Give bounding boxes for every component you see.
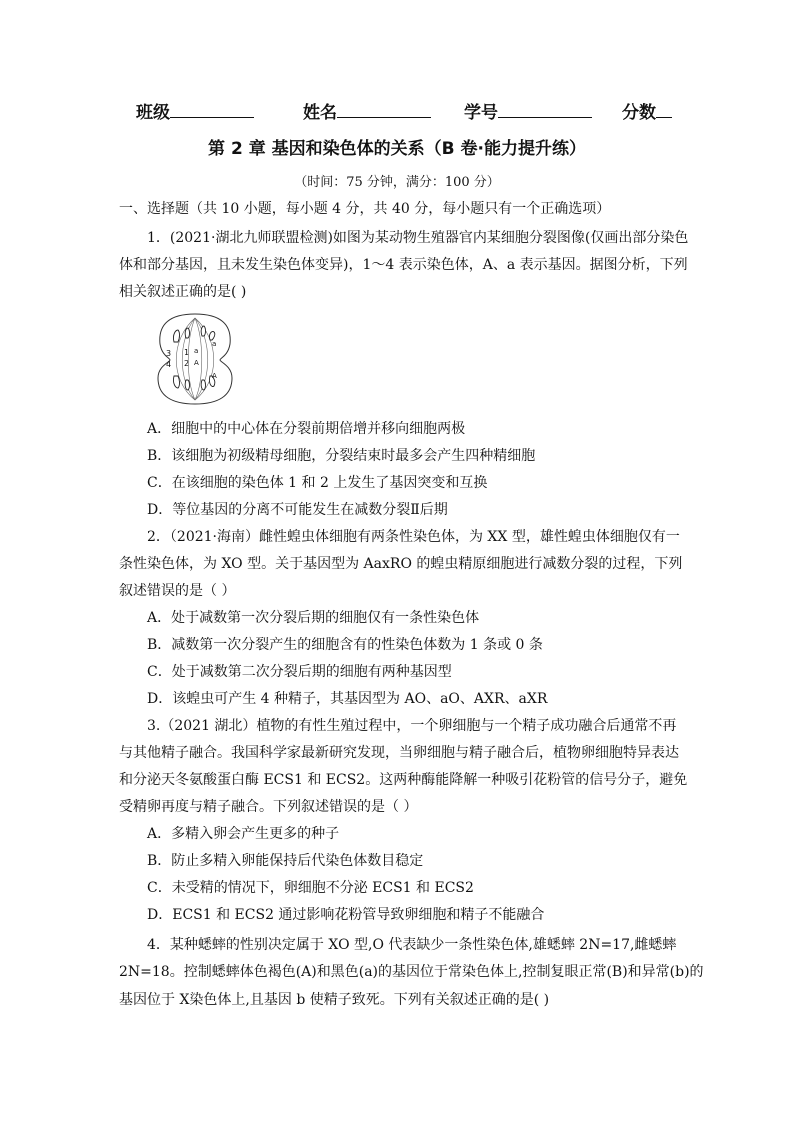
q3-line: 和分泌天冬氨酸蛋白酶 ECS1 和 ECS2。这两种酶能降解一种吸引花粉管的信号分子，避免 xyxy=(119,772,688,788)
cell-division-figure xyxy=(150,310,240,408)
q1-option-d: D．等位基因的分离不可能发生在减数分裂Ⅱ后期 xyxy=(147,502,448,518)
q3-line: 3.（2021 湖北）植物的有性生殖过程中，一个卵细胞与一个精子成功融合后通常不再 xyxy=(147,718,677,734)
q1-option-b: B．该细胞为初级精母细胞，分裂结束时最多会产生四种精细胞 xyxy=(147,448,536,464)
score-blank[interactable] xyxy=(656,99,672,118)
id-label: 学号 xyxy=(464,103,498,123)
q1-line: 相关叙述正确的是( ) xyxy=(119,284,247,300)
figure-label: 2 xyxy=(184,359,190,368)
q3-option-b: B．防止多精入卵能保持后代染色体数目稳定 xyxy=(147,853,424,869)
q2-option-a: A．处于减数第一次分裂后期的细胞仅有一条性染色体 xyxy=(147,610,480,626)
q3-line: 受精卵再度与精子融合。下列叙述错误的是（ ） xyxy=(119,799,418,815)
q2-line: 2．（2021·海南）雌性蝗虫体细胞有两条性染色体，为 XX 型，雄性蝗虫体细胞仅有一 xyxy=(147,529,680,545)
q4-line: 4．某种蟋蟀的性别决定属于 XO 型,O 代表缺少一条性染色体,雄蟋蟀 2N=17,雌蟋蟀 xyxy=(147,937,677,953)
figure-label: A xyxy=(194,359,199,367)
q2-option-c: C．处于减数第二次分裂后期的细胞有两种基因型 xyxy=(147,664,452,680)
q3-option-c: C．未受精的情况下，卵细胞不分泌 ECS1 和 ECS2 xyxy=(147,880,474,896)
figure-label: 1 xyxy=(184,348,190,357)
q1-line: 体和部分基因，且未发生染色体变异)，1～4 表示染色体，A、a 表示基因。据图分析，下列 xyxy=(119,257,688,273)
q3-option-a: A．多精入卵会产生更多的种子 xyxy=(147,826,340,842)
figure-label: A xyxy=(212,372,217,380)
score-field xyxy=(622,98,672,123)
name-field xyxy=(303,98,431,123)
page-title: 第 2 章 基因和染色体的关系（B 卷·能力提升练） xyxy=(208,139,586,159)
figure-label: a xyxy=(194,347,199,355)
class-field xyxy=(136,98,254,123)
name-blank[interactable] xyxy=(337,99,431,118)
name-label: 姓名 xyxy=(303,103,337,123)
q2-option-b: B．减数第一次分裂产生的细胞含有的性染色体数为 1 条或 0 条 xyxy=(147,637,543,653)
q4-line: 2N=18。控制蟋蟀体色褐色(A)和黑色(a)的基因位于常染色体上,控制复眼正常(B)和异常(b)的 xyxy=(119,964,704,980)
q4-line: 基因位于 X染色体上,且基因 b 使精子致死。下列有关叙述正确的是( ) xyxy=(119,992,550,1008)
page-subtitle: （时间：75 分钟，满分：100 分） xyxy=(294,175,500,190)
q3-option-d: D．ECS1 和 ECS2 通过影响花粉管导致卵细胞和精子不能融合 xyxy=(147,907,545,923)
student-info-row xyxy=(0,98,794,126)
id-field xyxy=(464,98,592,123)
score-label: 分数 xyxy=(622,103,656,123)
q2-line: 叙述错误的是（ ） xyxy=(119,583,236,599)
class-label: 班级 xyxy=(136,103,170,123)
figure-label: 4 xyxy=(166,360,172,369)
q1-option-a: A．细胞中的中心体在分裂前期倍增并移向细胞两极 xyxy=(147,421,466,437)
q1-line: 1．(2021·湖北九师联盟检测)如图为某动物生殖器官内某细胞分裂图像(仅画出部分染色 xyxy=(147,230,689,246)
q3-line: 与其他精子融合。我国科学家最新研究发现，当卵细胞与精子融合后，植物卵细胞特异表达 xyxy=(119,745,679,761)
q1-option-c: C．在该细胞的染色体 1 和 2 上发生了基因突变和互换 xyxy=(147,475,488,491)
class-blank[interactable] xyxy=(170,99,254,118)
q2-option-d: D．该蝗虫可产生 4 种精子，其基因型为 AO、aO、AXR、aXR xyxy=(147,691,548,707)
q2-line: 条性染色体，为 XO 型。关于基因型为 AaxRO 的蝗虫精原细胞进行减数分裂的过程，下列 xyxy=(119,556,683,572)
id-blank[interactable] xyxy=(498,99,592,118)
section-heading: 一、选择题（共 10 小题，每小题 4 分，共 40 分，每小题只有一个正确选项） xyxy=(119,201,611,217)
figure-label: 3 xyxy=(166,349,172,358)
figure-label: a xyxy=(212,340,217,348)
